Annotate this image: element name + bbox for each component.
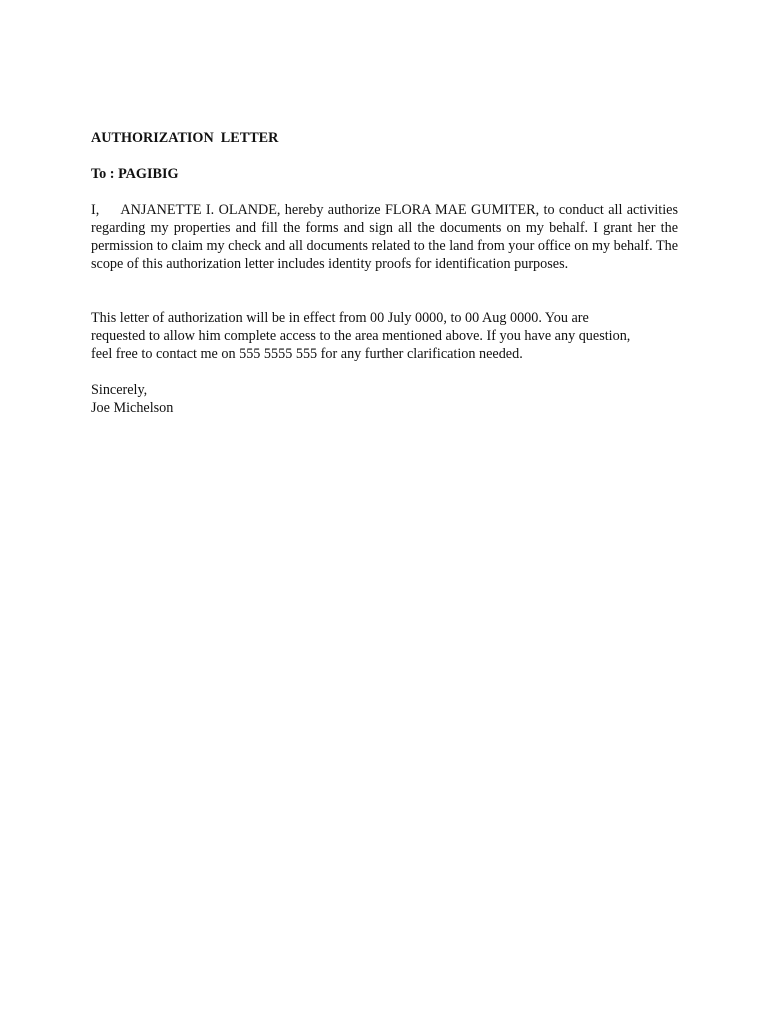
letter-title: AUTHORIZATION LETTER	[91, 130, 279, 146]
body-paragraph-authorization	[91, 201, 678, 273]
signer-name: Joe Michelson	[91, 400, 174, 416]
validity-line-3: feel free to contact me on 555 5555 555 for any further clarification needed.	[91, 346, 523, 362]
letter-closing: Sincerely,	[91, 382, 148, 398]
body-paragraph-validity	[91, 309, 691, 363]
validity-line-2: requested to allow him complete access to the area mentioned above. If you have any question,	[91, 328, 631, 344]
letter-recipient: To : PAGIBIG	[91, 166, 179, 182]
paragraph-lead: I,	[91, 202, 121, 218]
validity-line-1: This letter of authorization will be in effect from 00 July 0000, to 00 Aug 0000. You are	[91, 310, 589, 326]
paragraph-body: ANJANETTE I. OLANDE, hereby authorize FLORA MAE GUMITER, to conduct all activities regarding my properties and fill the forms and sign all the documents on my behalf. I grant her the permission to claim my check and all documents related to the land from your office on my behalf. The scope of this authorization letter includes identity proofs for identification purposes.	[91, 202, 678, 272]
